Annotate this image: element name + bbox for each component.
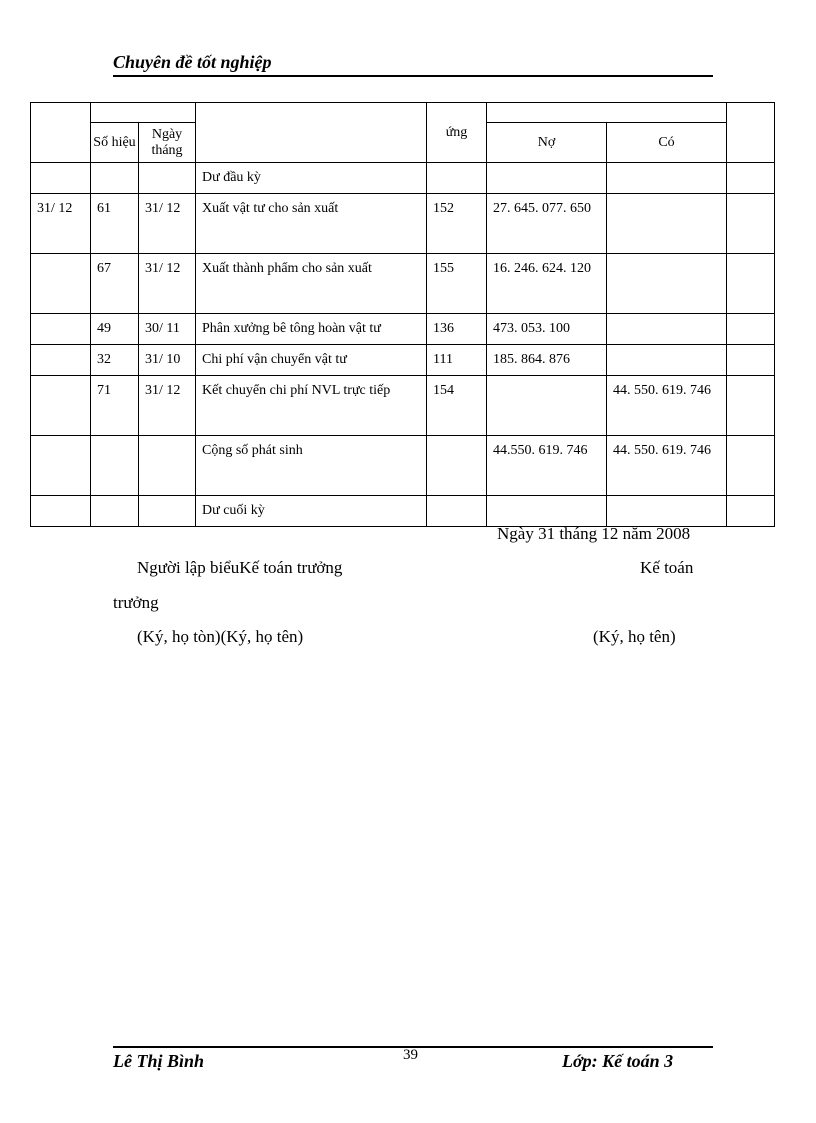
cell-so-hieu: 71 (91, 376, 139, 436)
header-cell-group-so-tien (487, 103, 727, 123)
footer-author: Lê Thị Bình (113, 1051, 205, 1071)
cell-tk-doi-ung: 136 (427, 314, 487, 345)
cell-no (487, 376, 607, 436)
cell-so-hieu (91, 163, 139, 194)
cell-tk-doi-ung: 111 (427, 345, 487, 376)
cell-ghi-chu (727, 163, 775, 194)
cell-ghi-chu (727, 194, 775, 254)
signature-sign-left: (Ký, họ tòn)(Ký, họ tên) (137, 627, 304, 646)
cell-co (607, 496, 727, 527)
cell-ghi-chu (727, 314, 775, 345)
header-cell-no: Nợ (487, 123, 607, 163)
table-row (31, 376, 775, 436)
cell-so-hieu: 61 (91, 194, 139, 254)
header-cell-dien-giai (196, 103, 427, 163)
header-title: Chuyên đề tốt nghiệp (113, 52, 272, 72)
cell-so-hieu: 67 (91, 254, 139, 314)
footer-class: Lớp: Kế toán 3 (562, 1051, 674, 1071)
signature-roles-left: Người lập biểuKế toán trưởng (137, 558, 343, 577)
cell-ngay-thang: 30/ 11 (139, 314, 196, 345)
header-cell-group-chung-tu (91, 103, 196, 123)
table-row-closing (31, 496, 775, 527)
cell-no: 27. 645. 077. 650 (487, 194, 607, 254)
cell-no: 16. 246. 624. 120 (487, 254, 607, 314)
header-cell-ngay-thang: Ngày tháng (139, 123, 196, 163)
cell-ghi-chu (727, 436, 775, 496)
ledger-table (30, 102, 775, 527)
signature-role-wrap: trưởng (113, 593, 159, 612)
cell-ghi-chu (727, 254, 775, 314)
cell-ngay-thang: 31/ 12 (139, 254, 196, 314)
cell-co (607, 254, 727, 314)
cell-co: 44. 550. 619. 746 (607, 436, 727, 496)
cell-no: 185. 864. 876 (487, 345, 607, 376)
cell-tk-doi-ung: 152 (427, 194, 487, 254)
table-row (31, 314, 775, 345)
cell-ghi-chu (727, 345, 775, 376)
table-header-row-top (31, 103, 775, 123)
header-cell-co: Có (607, 123, 727, 163)
cell-dien-giai: Kết chuyển chi phí NVL trực tiếp (196, 376, 427, 436)
header-rule (113, 75, 713, 77)
cell-no: 44.550. 619. 746 (487, 436, 607, 496)
cell-ngay-ghi-so (31, 436, 91, 496)
cell-dien-giai: Cộng số phát sinh (196, 436, 427, 496)
cell-ngay-thang (139, 436, 196, 496)
header-cell-tk-doi-ung: ứng (427, 103, 487, 163)
cell-so-hieu (91, 436, 139, 496)
signature-role-right: Kế toán (640, 558, 694, 577)
page-number: 39 (403, 1047, 418, 1063)
cell-ghi-chu (727, 496, 775, 527)
cell-so-hieu: 32 (91, 345, 139, 376)
cell-so-hieu: 49 (91, 314, 139, 345)
cell-ngay-thang: 31/ 10 (139, 345, 196, 376)
signature-sign-right: (Ký, họ tên) (593, 627, 676, 646)
cell-co (607, 314, 727, 345)
cell-tk-doi-ung: 155 (427, 254, 487, 314)
cell-ngay-thang: 31/ 12 (139, 194, 196, 254)
cell-co (607, 163, 727, 194)
cell-dien-giai: Phân xưởng bê tông hoàn vật tư (196, 314, 427, 345)
cell-ghi-chu (727, 376, 775, 436)
cell-dien-giai: Dư cuối kỳ (196, 496, 427, 527)
cell-so-hieu (91, 496, 139, 527)
cell-ngay-ghi-so (31, 314, 91, 345)
table-row (31, 194, 775, 254)
cell-dien-giai: Chi phí vận chuyển vật tư (196, 345, 427, 376)
cell-ngay-ghi-so (31, 254, 91, 314)
cell-ngay-thang (139, 496, 196, 527)
cell-tk-doi-ung (427, 163, 487, 194)
cell-ngay-thang: 31/ 12 (139, 376, 196, 436)
cell-ngay-ghi-so (31, 163, 91, 194)
cell-tk-doi-ung (427, 496, 487, 527)
cell-co (607, 345, 727, 376)
table-row-total (31, 436, 775, 496)
cell-tk-doi-ung (427, 436, 487, 496)
cell-dien-giai: Dư đầu kỳ (196, 163, 427, 194)
cell-ngay-ghi-so (31, 376, 91, 436)
table-row (31, 254, 775, 314)
header-cell-so-hieu: Số hiệu (91, 123, 139, 163)
cell-dien-giai: Xuất vật tư cho sản xuất (196, 194, 427, 254)
cell-co (607, 194, 727, 254)
table-row (31, 345, 775, 376)
cell-no: 473. 053. 100 (487, 314, 607, 345)
header-cell-blank-end (727, 103, 775, 163)
cell-ngay-thang (139, 163, 196, 194)
cell-dien-giai: Xuất thành phẩm cho sản xuất (196, 254, 427, 314)
cell-co: 44. 550. 619. 746 (607, 376, 727, 436)
cell-no (487, 496, 607, 527)
signature-date: Ngày 31 tháng 12 năm 2008 (497, 524, 691, 543)
table-row (31, 163, 775, 194)
cell-no (487, 163, 607, 194)
cell-ngay-ghi-so (31, 345, 91, 376)
cell-tk-doi-ung: 154 (427, 376, 487, 436)
header-cell-blank (31, 103, 91, 163)
cell-ngay-ghi-so (31, 496, 91, 527)
cell-ngay-ghi-so: 31/ 12 (31, 194, 91, 254)
